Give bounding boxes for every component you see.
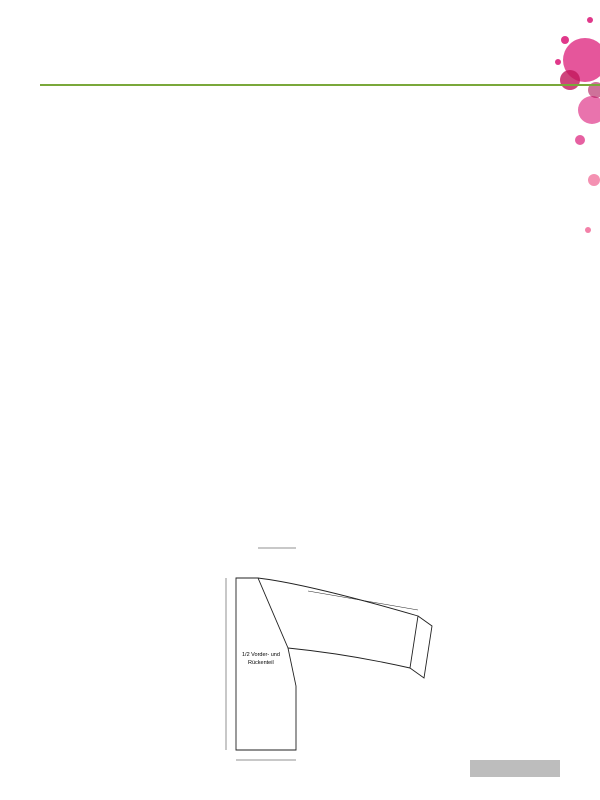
text-column-2 — [217, 96, 389, 118]
schematic-diagram — [218, 536, 468, 766]
footer-bar — [470, 760, 560, 777]
header-divider — [40, 84, 600, 86]
piece-label-1: 1/2 Vorder- und — [242, 652, 280, 658]
knitting-chart — [462, 98, 548, 754]
piece-label-2: Rückenteil — [248, 660, 274, 666]
sleeve-outline — [258, 578, 418, 668]
